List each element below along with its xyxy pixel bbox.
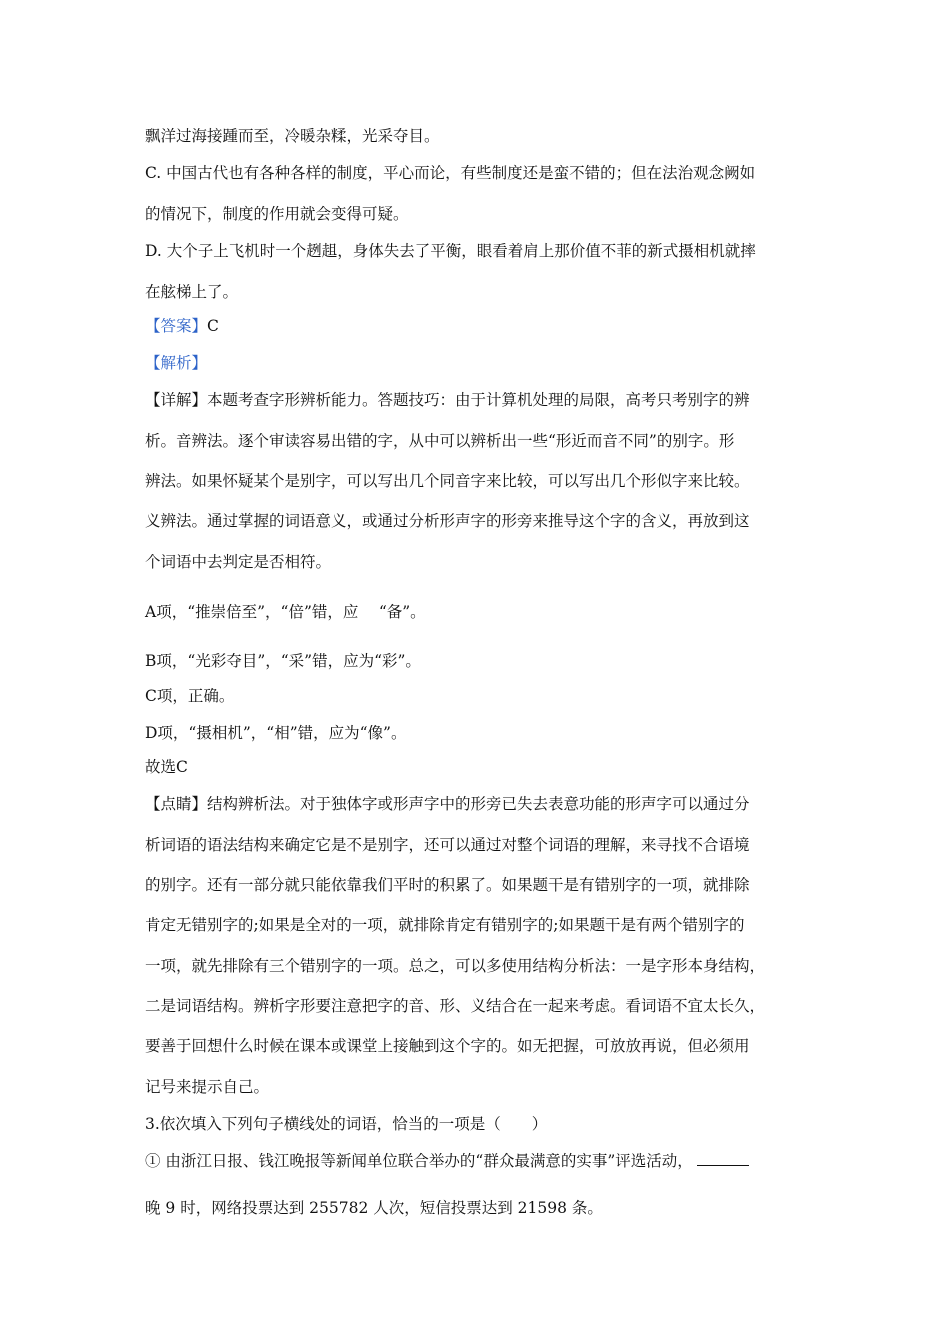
answer-line	[145, 315, 219, 337]
text-line: 记号来提示自己。	[145, 1078, 270, 1096]
fill-in-blank	[697, 1151, 749, 1166]
answer-value: C	[207, 317, 219, 335]
text-line: 辨法。如果怀疑某个是别字，可以写出几个同音字来比较，可以写出几个形似字来比较。	[145, 472, 750, 490]
text-line: 义辨法。通过掌握的词语意义，或通过分析形声字的形旁来推导这个字的含义，再放到这	[145, 512, 750, 530]
text-line: 二是词语结构。辨析字形要注意把字的音、形、义结合在一起来考虑。看词语不宜太长久，	[145, 997, 766, 1015]
text-line: C. 中国古代也有各种各样的制度，平心而论，有些制度还是蛮不错的；但在法治观念阙如	[145, 164, 756, 182]
text-line: 在舷梯上了。	[145, 283, 239, 301]
text-line: 飘洋过海接踵而至，冷暖杂糅，光采夺目。	[145, 127, 440, 145]
text-line: 晚 9 时，网络投票达到 255782 人次，短信投票达到 21598 条。	[145, 1199, 603, 1217]
text-line: 【点睛】结构辨析法。对于独体字或形声字中的形旁已失去表意功能的形声字可以通过分	[145, 795, 750, 813]
text-line: D项，“摄相机”，“相”错，应为“像”。	[145, 724, 407, 742]
text-line: 要善于回想什么时候在课本或课堂上接触到这个字的。如无把握，可放放再说，但必须用	[145, 1037, 750, 1055]
text-line: 一项，就先排除有三个错别字的一项。总之，可以多使用结构分析法：一是字形本身结构，	[145, 957, 766, 975]
text-line: B项，“光彩夺目”，“采”错，应为“彩”。	[145, 652, 421, 670]
question-item-text: ① 由浙江日报、钱江晚报等新闻单位联合举办的“群众最满意的实事”评选活动，	[145, 1152, 693, 1170]
analysis-heading	[145, 352, 207, 374]
text-line: 肯定无错别字的;如果是全对的一项，就排除肯定有错别字的;如果题干是有两个错别字的	[145, 916, 745, 934]
text-line: 故选C	[145, 758, 188, 776]
question-heading: 3.依次填入下列句子横线处的词语，恰当的一项是（ ）	[145, 1115, 548, 1133]
text-line: 析。音辨法。逐个审读容易出错的字，从中可以辨析出一些“形近而音不同”的别字。形	[145, 432, 735, 450]
text-line: 析词语的语法结构来确定它是不是别字，还可以通过对整个词语的理解，来寻找不合语境	[145, 836, 750, 854]
text-line: C项，正确。	[145, 687, 235, 705]
text-line: 【详解】本题考查字形辨析能力。答题技巧：由于计算机处理的局限，高考只考别字的辨	[145, 391, 750, 409]
text-line: 的情况下，制度的作用就会变得可疑。	[145, 205, 409, 223]
text-line: A项，“推崇倍至”，“倍”错，应 “备”。	[145, 603, 426, 621]
text-line: D. 大个子上飞机时一个趔趄，身体失去了平衡，眼看着肩上那价值不菲的新式摄相机就摔	[145, 242, 756, 260]
analysis-tag: 【解析】	[145, 354, 208, 372]
text-line: 的别字。还有一部分就只能依靠我们平时的积累了。如果题干是有错别字的一项，就排除	[145, 876, 750, 894]
answer-tag: 【答案】	[145, 317, 208, 335]
text-line: 个词语中去判定是否相符。	[145, 553, 332, 571]
text-line	[145, 1150, 749, 1172]
